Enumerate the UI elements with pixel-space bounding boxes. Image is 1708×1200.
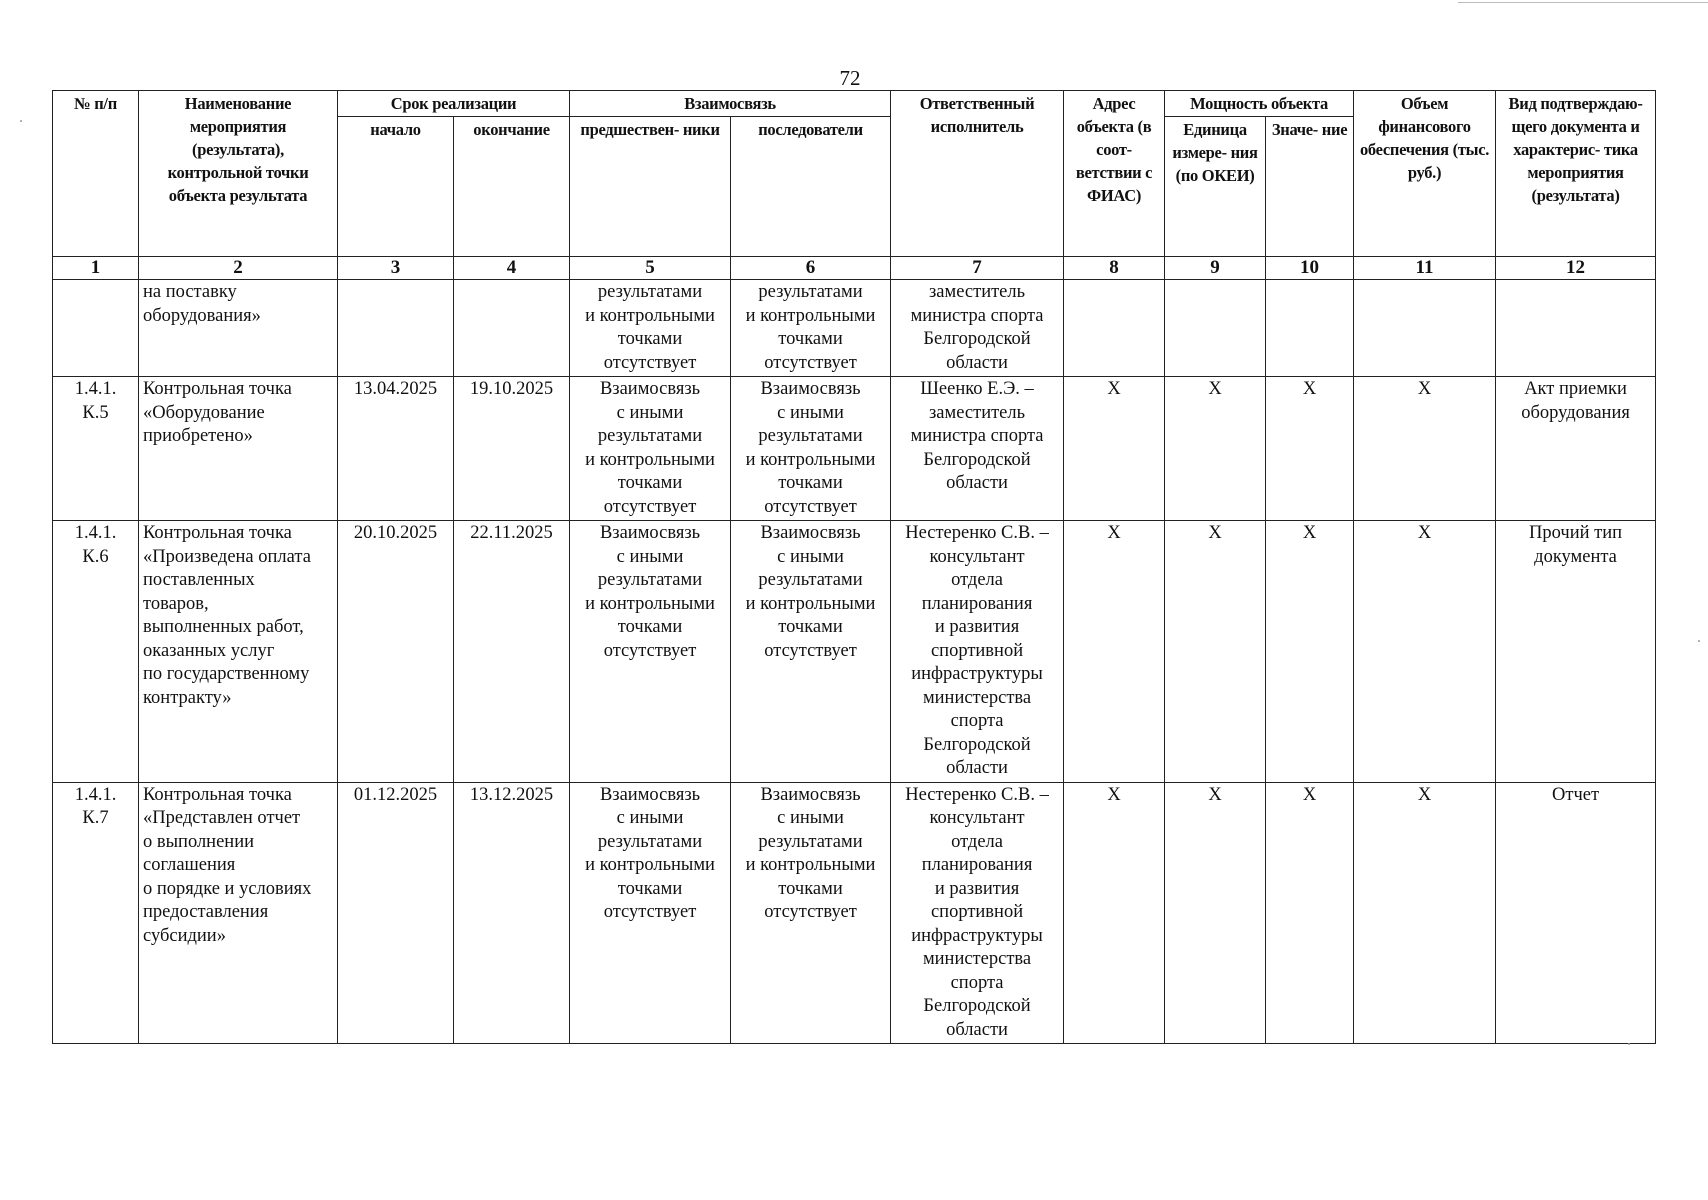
column-number: 10 <box>1266 257 1354 280</box>
row-unit <box>1165 280 1266 377</box>
column-number: 5 <box>570 257 731 280</box>
header-responsible: Ответственный исполнитель <box>891 91 1064 257</box>
row-number: 1.4.1. К.6 <box>53 521 139 783</box>
row-start <box>338 280 454 377</box>
row-unit: X <box>1165 377 1266 521</box>
row-number: 1.4.1. К.5 <box>53 377 139 521</box>
row-value: X <box>1266 521 1354 783</box>
row-value: X <box>1266 377 1354 521</box>
table-row <box>53 521 1656 783</box>
row-end <box>454 280 570 377</box>
row-end: 13.12.2025 <box>454 782 570 1044</box>
row-end: 19.10.2025 <box>454 377 570 521</box>
header-value: Значе- ние <box>1266 117 1354 257</box>
row-successors: результатами и контрольными точками отсутствует <box>731 280 891 377</box>
column-number-row <box>53 257 1656 280</box>
header-link-group: Взаимосвязь <box>570 91 891 117</box>
column-number: 1 <box>53 257 139 280</box>
column-number: 4 <box>454 257 570 280</box>
column-number: 11 <box>1354 257 1496 280</box>
row-predecessors: Взаимосвязь с иными результатами и контрольными точками отсутствует <box>570 521 731 783</box>
row-value: X <box>1266 782 1354 1044</box>
row-responsible: Нестеренко С.В. – консультант отдела планирования и развития спортивной инфраструктуры министерства спорта Белгородской области <box>891 782 1064 1044</box>
row-start: 13.04.2025 <box>338 377 454 521</box>
row-predecessors: Взаимосвязь с иными результатами и контрольными точками отсутствует <box>570 782 731 1044</box>
column-number: 3 <box>338 257 454 280</box>
scan-speck <box>1698 640 1700 642</box>
row-doc-type: Прочий тип документа <box>1496 521 1656 783</box>
header-start: начало <box>338 117 454 257</box>
row-finance: X <box>1354 782 1496 1044</box>
header-address: Адрес объекта (в соот- ветствии с ФИАС) <box>1064 91 1165 257</box>
row-responsible: Нестеренко С.В. – консультант отдела планирования и развития спортивной инфраструктуры министерства спорта Белгородской области <box>891 521 1064 783</box>
row-end: 22.11.2025 <box>454 521 570 783</box>
column-number: 8 <box>1064 257 1165 280</box>
row-address <box>1064 280 1165 377</box>
row-name: Контрольная точка «Представлен отчет о выполнении соглашения о порядке и условиях предоставления субсидии» <box>139 782 338 1044</box>
row-start: 01.12.2025 <box>338 782 454 1044</box>
row-start: 20.10.2025 <box>338 521 454 783</box>
column-number: 7 <box>891 257 1064 280</box>
row-responsible: заместитель министра спорта Белгородской области <box>891 280 1064 377</box>
row-successors: Взаимосвязь с иными результатами и контрольными точками отсутствует <box>731 521 891 783</box>
row-number <box>53 280 139 377</box>
scan-edge-line <box>1458 2 1708 3</box>
page-number: 72 <box>839 66 861 90</box>
row-finance: X <box>1354 521 1496 783</box>
scan-speck <box>20 120 22 122</box>
row-address: X <box>1064 782 1165 1044</box>
header-predecessors: предшествен- ники <box>570 117 731 257</box>
row-unit: X <box>1165 521 1266 783</box>
header-num: № п/п <box>53 91 139 257</box>
column-number: 9 <box>1165 257 1266 280</box>
row-doc-type <box>1496 280 1656 377</box>
header-term-group: Срок реализации <box>338 91 570 117</box>
header-successors: последователи <box>731 117 891 257</box>
plan-table <box>52 90 1656 1044</box>
header-finance: Объем финансового обеспечения (тыс. руб.) <box>1354 91 1496 257</box>
row-doc-type: Акт приемки оборудования <box>1496 377 1656 521</box>
table-row <box>53 782 1656 1044</box>
row-predecessors: Взаимосвязь с иными результатами и контрольными точками отсутствует <box>570 377 731 521</box>
row-name: Контрольная точка «Произведена оплата поставленных товаров, выполненных работ, оказанных услуг по государственному контракту» <box>139 521 338 783</box>
row-address: X <box>1064 521 1165 783</box>
row-finance: X <box>1354 377 1496 521</box>
row-unit: X <box>1165 782 1266 1044</box>
table-row <box>53 377 1656 521</box>
row-predecessors: результатами и контрольными точками отсутствует <box>570 280 731 377</box>
column-number: 12 <box>1496 257 1656 280</box>
header-capacity-group: Мощность объекта <box>1165 91 1354 117</box>
scan-speck <box>1628 1043 1630 1045</box>
row-responsible: Шеенко Е.Э. – заместитель министра спорта Белгородской области <box>891 377 1064 521</box>
row-value <box>1266 280 1354 377</box>
header-name: Наименование мероприятия (результата), контрольной точки объекта результата <box>139 91 338 257</box>
row-name: на поставку оборудования» <box>139 280 338 377</box>
row-successors: Взаимосвязь с иными результатами и контрольными точками отсутствует <box>731 377 891 521</box>
row-doc-type: Отчет <box>1496 782 1656 1044</box>
row-successors: Взаимосвязь с иными результатами и контрольными точками отсутствует <box>731 782 891 1044</box>
row-address: X <box>1064 377 1165 521</box>
header-row-top <box>53 91 1656 117</box>
table-row <box>53 280 1656 377</box>
column-number: 2 <box>139 257 338 280</box>
row-finance <box>1354 280 1496 377</box>
column-number: 6 <box>731 257 891 280</box>
header-end: окончание <box>454 117 570 257</box>
row-number: 1.4.1. К.7 <box>53 782 139 1044</box>
header-doc-type: Вид подтверждаю- щего документа и характерис- тика мероприятия (результата) <box>1496 91 1656 257</box>
row-name: Контрольная точка «Оборудование приобретено» <box>139 377 338 521</box>
header-unit: Единица измере- ния (по ОКЕИ) <box>1165 117 1266 257</box>
